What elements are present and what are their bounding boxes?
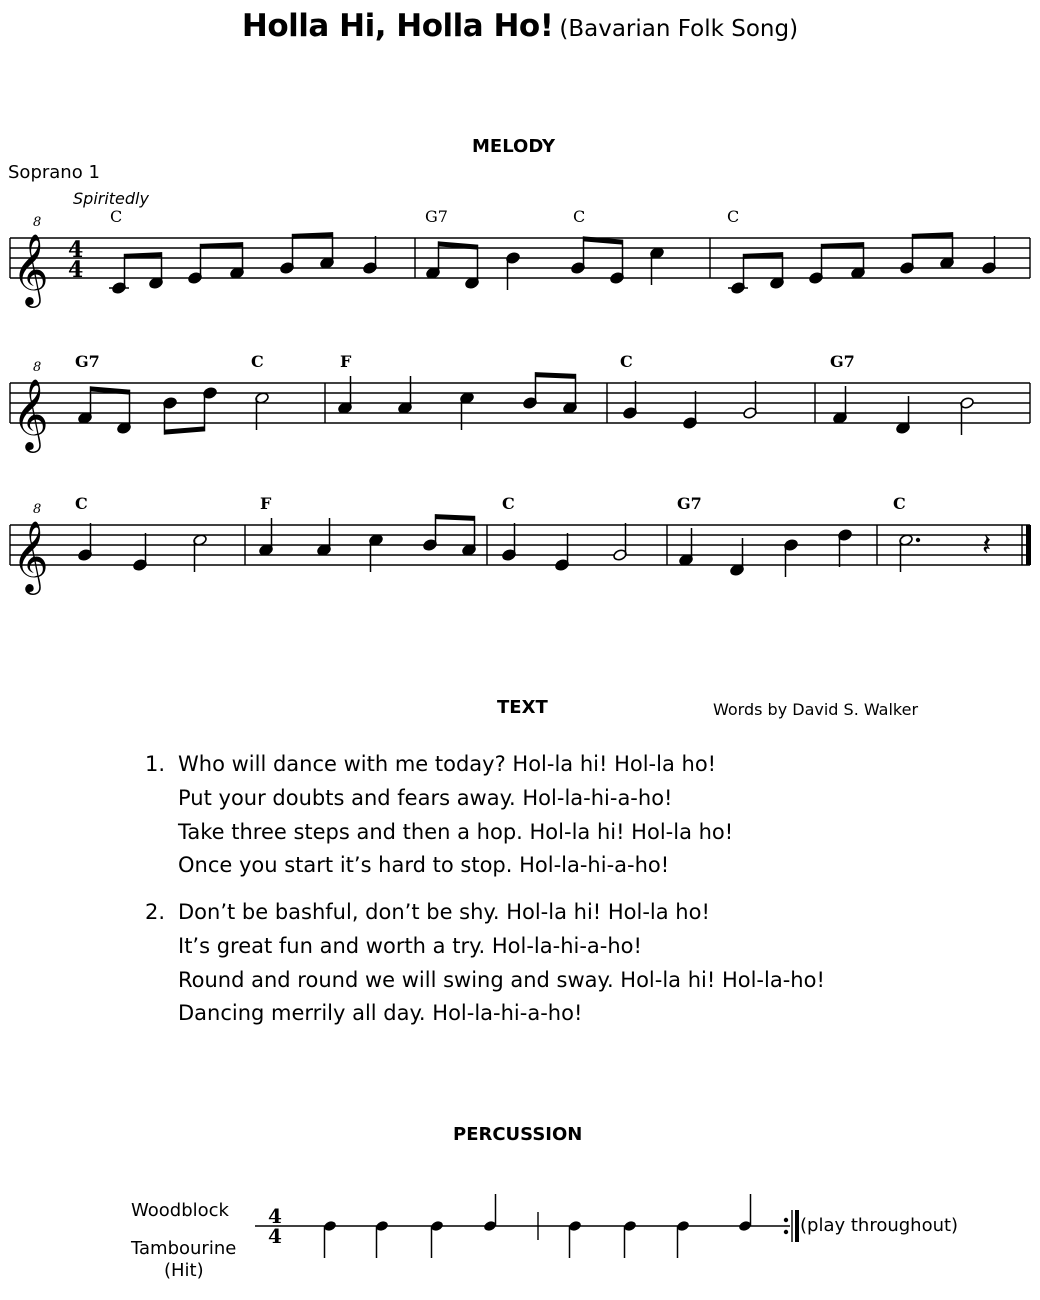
chord-symbol: G7 (425, 207, 448, 226)
chord-symbol: C (893, 494, 906, 513)
chord-symbol: F (260, 494, 272, 513)
chord-symbol: F (340, 352, 352, 371)
octave-mark: 8 (33, 215, 42, 230)
lyric-line: Don’t be bashful, don’t be shy. Hol-la hi! Hol-la ho! (178, 900, 710, 924)
octave-mark: 8 (33, 360, 42, 375)
voice-label: Soprano 1 (8, 162, 100, 183)
octave-mark: 8 (33, 502, 42, 517)
beam (536, 372, 576, 379)
staff-system-2 (10, 352, 1030, 453)
dot (916, 538, 920, 542)
quarter-rest-icon: 𝄽 (982, 528, 992, 563)
lyric-line: Put your doubts and fears away. Hol-la-hi-a-ho! (178, 786, 673, 810)
chord-symbol: C (75, 494, 88, 513)
lyric-line: Take three steps and then a hop. Hol-la hi! Hol-la ho! (178, 820, 734, 844)
final-barline-thick (1026, 525, 1031, 565)
chord-symbol: C (110, 207, 123, 226)
time-signature-top: 4 (268, 1204, 282, 1228)
treble-clef-icon: 𝄞 (12, 377, 49, 450)
repeat-dot (784, 1230, 788, 1234)
staff-system-1 (10, 207, 1030, 308)
treble-clef-icon: 𝄞 (12, 232, 49, 305)
chord-symbol: C (502, 494, 515, 513)
repeat-dot (784, 1218, 788, 1222)
beam (165, 426, 205, 434)
tambourine-label: Tambourine (131, 1238, 237, 1259)
staff-system-3 (10, 494, 1031, 595)
lyric-line: It’s great fun and worth a try. Hol-la-hi-a-ho! (178, 934, 642, 958)
play-throughout-note: (play throughout) (800, 1215, 959, 1236)
lyric-line: Who will dance with me today? Hol-la hi! Hol-la ho! (178, 752, 717, 776)
repeat-barline-thick (795, 1210, 799, 1242)
chord-symbol: C (727, 207, 740, 226)
percussion-staff (255, 1194, 799, 1258)
woodblock-label: Woodblock (131, 1200, 229, 1221)
tambourine-hit-label: (Hit) (164, 1260, 204, 1281)
song-subtitle: (Bavarian Folk Song) (559, 16, 799, 42)
chord-symbol: G7 (677, 494, 702, 513)
time-signature-bottom: 4 (268, 1224, 282, 1248)
chord-symbol: C (573, 207, 586, 226)
chord-symbol: C (620, 352, 633, 371)
percussion-score (0, 1180, 1040, 1300)
beam (436, 514, 475, 521)
tempo-marking: Spiritedly (73, 189, 149, 208)
lyric-line: Once you start it’s hard to stop. Hol-la-hi-a-ho! (178, 853, 670, 877)
lyrics-credit: Words by David S. Walker (713, 700, 919, 719)
text-heading: TEXT (497, 697, 548, 718)
verse-number: 1. (145, 752, 166, 776)
melody-score (0, 0, 1040, 640)
lyric-line: Dancing merrily all day. Hol-la-hi-a-ho! (178, 1001, 583, 1025)
chord-symbol: G7 (830, 352, 855, 371)
time-signature-bottom: 4 (68, 257, 84, 283)
time-signature-top: 4 (68, 237, 84, 263)
song-title: Holla Hi, Holla Ho! (241, 8, 554, 44)
treble-clef-icon: 𝄞 (12, 519, 49, 592)
chord-symbol: C (251, 352, 264, 371)
lyric-line: Round and round we will swing and sway. Hol-la hi! Hol-la-ho! (178, 968, 825, 992)
chord-symbol: G7 (75, 352, 100, 371)
melody-heading: MELODY (472, 136, 556, 157)
verse-number: 2. (145, 900, 166, 924)
percussion-heading: PERCUSSION (453, 1124, 583, 1145)
